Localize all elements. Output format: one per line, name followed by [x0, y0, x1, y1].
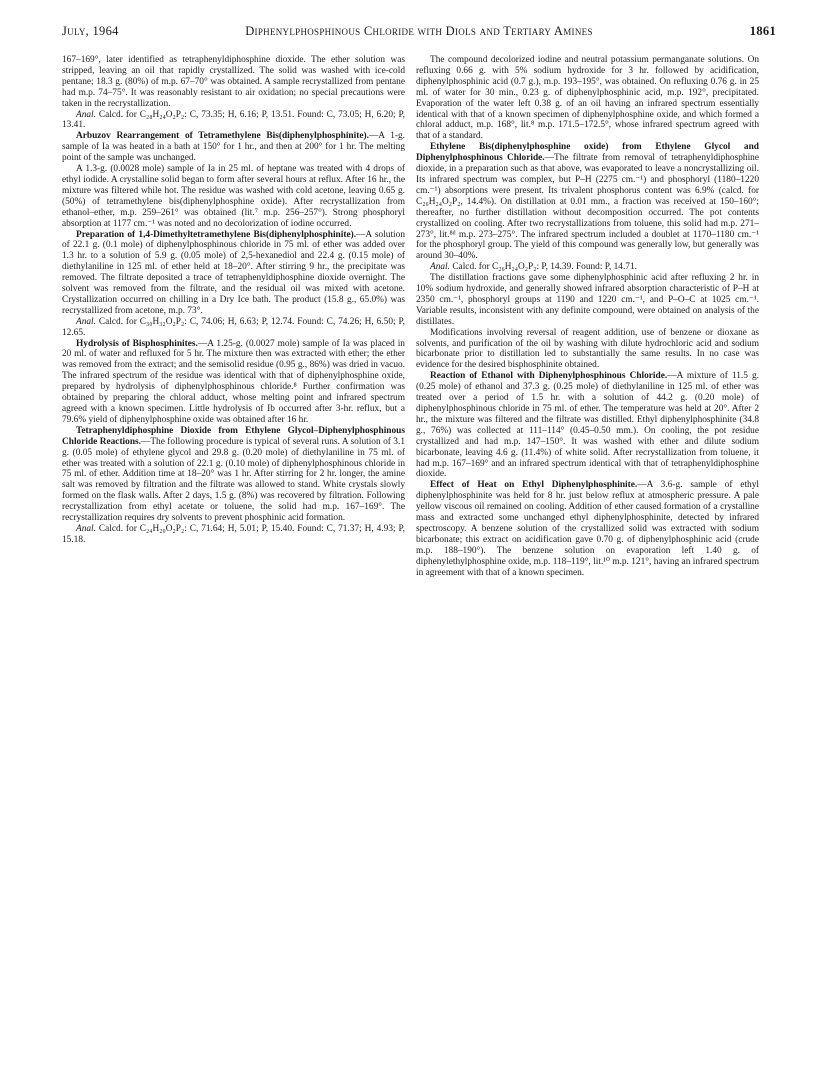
section-heading: Reaction of Ethanol with Diphenylphosphinous Chloride. — [430, 371, 668, 382]
paragraph-text: —A 1.25-g. (0.0027 mole) sample of Ia was placed in 20 ml. of water and refluxed for 5 hr. The mixture then was extracted with ether; the ether was removed from the extract; and the semisolid residue (0.95 g., 86%) was dried in vacuo. The infrared spectrum of the residue was identical with that of diphenylphosphine oxide, prepared by hydrolysis of diphenylphosphinous chloride.⁸ Further confirmation was obtained by preparing the chloral adduct, whose melting point and infrared spectrum agreed with a known specimen. Little hydrolysis of Ib occurred after 3-hr. reflux, but a 79.6% yield of diphenylphosphine oxide was obtained after 16 hr. — [62, 338, 405, 425]
paragraph-text: —The filtrate from removal of tetraphenyldiphosphine dioxide, in a preparation such as that above, was evaporated to leave a noncrystallizing oil. Its infrared spectrum was complex, but P–H (2275 cm.⁻¹) and phosphoryl (1180–1220 cm.⁻¹) absorptions were present. Its trivalent phosphorus content was 6.9% (calcd. for C₂₆H₂₄O₂P₂, 14.4%). On distillation at 0.01 mm., a fraction was received at 150–160°; thereafter, no further distillation without decomposition occurred. The pot contents crystallized on cooling. After two recrystallizations from toluene, this solid had m.p. 271–273°, lit.⁸ᵈ m.p. 273–275°. The infrared spectrum included a doublet at 1170–1180 cm.⁻¹ for the phosphoryl group. The yield of this compound was generally low, but generally was around 30–40%. — [416, 153, 759, 262]
header-title: Diphenylphosphinous Chloride with Diols and Tertiary Amines — [245, 24, 593, 38]
paragraph — [62, 131, 405, 164]
paragraph-text: The compound decolorized iodine and neutral potassium permanganate solutions. On refluxing 0.66 g. with 5% sodium hydroxide for 3 hr. followed by acidification, diphenylphosphinic acid (0.7 g.), m.p. 193–195°, was obtained. On refluxing 0.76 g. in 25 ml. of water for 30 min., 0.23 g. of diphenylphosphinic acid, m.p. 192°, precipitated. Evaporation of the water left 0.38 g. of an oil having an infrared spectrum essentially identical with that of a known specimen of diphenylphosphine oxide, and which formed a chloral adduct, m.p. 168°, lit.⁸ m.p. 171.5–172.5°, whose infrared spectrum agreed with that of a standard. — [416, 55, 759, 142]
header-date: July, 1964 — [62, 24, 119, 38]
paragraph-text: Calcd. for C₃₀H₃₂O₂P₂: C, 74.06; H, 6.63; P, 12.74. Found: C, 74.26; H, 6.50; P, 12.65. — [62, 316, 405, 338]
analysis-label: Anal. — [76, 316, 96, 327]
page-number: 1861 — [749, 24, 776, 38]
analysis-label: Anal. — [430, 262, 450, 273]
paragraph — [62, 110, 405, 132]
section-heading: Effect of Heat on Ethyl Diphenylphosphinite. — [430, 480, 638, 491]
paragraph — [62, 524, 405, 546]
right-column — [416, 55, 759, 579]
paragraph — [416, 328, 759, 372]
section-heading: Preparation of 1,4-Dimethyltetramethylene Bis(diphenylphosphinite). — [76, 229, 357, 240]
paragraph — [62, 230, 405, 317]
paragraph — [416, 142, 759, 262]
section-heading: Tetraphenyldiphosphine Dioxide from Ethylene Glycol–Diphenylphosphinous Chloride Reactions. — [62, 425, 405, 447]
paragraph — [62, 55, 405, 110]
analysis-label: Anal. — [76, 523, 96, 534]
paragraph-text: Calcd. for C₂₈H₂₄O₂P₂: C, 73.35; H, 6.16; P, 13.51. Found: C, 73.05; H, 6.20; P, 13.41. — [62, 109, 405, 131]
paragraph — [62, 317, 405, 339]
running-header — [62, 24, 776, 44]
section-heading: Arbuzov Rearrangement of Tetramethylene Bis(diphenylphosphinite). — [76, 131, 369, 142]
paragraph — [416, 262, 759, 273]
paragraph — [416, 371, 759, 480]
paragraph — [62, 339, 405, 426]
paragraph-text: A 1.3-g. (0.0028 mole) sample of Ia in 25 ml. of heptane was treated with 4 drops of ethyl iodide. A crystalline solid began to form after several hours at reflux. After 16 hr., the mixture was filtered while hot. The residue was washed with cold acetone, leaving 0.65 g. (50%) of tetramethylene bis(diphenylphosphine oxide). After recrystallization from ethanol–ether, m.p. 259–261° was obtained (lit.⁷ m.p. 256–257°). Strong phosphoryl absorption at 1177 cm.⁻¹ was noted and no decolorization of iodine occurred. — [62, 164, 405, 229]
paragraph — [62, 164, 405, 229]
analysis-label: Anal. — [76, 109, 96, 120]
left-column — [62, 55, 405, 546]
paragraph-text: —A mixture of 11.5 g. (0.25 mole) of ethanol and 37.3 g. (0.25 mole) of diethylaniline in 125 ml. of ether was treated over a period of 1.5 hr. with a solution of 44.2 g. (0.20 mole) of diphenylphosphinous chloride in 75 ml. of ether. The temperature was held at 20°. After 2 hr., the mixture was filtered and the filtrate was distilled. Ethyl diphenylphosphinite (34.8 g., 76%) was collected at 111–114° (0.45–0.50 mm.). On cooling, the pot residue crystallized and had m.p. 147–150°. It was washed with ether and dilute sodium bicarbonate, leaving 4.6 g. (11.4%) of white solid. After recrystallization from toluene, it had m.p. 167–169° and an infrared spectrum identical with that of tetraphenyldiphosphine dioxide. — [416, 371, 759, 480]
paragraph — [416, 55, 759, 142]
paragraph-text: —A 1-g. sample of Ia was heated in a bath at 150° for 1 hr., and then at 200° for 1 hr. The melting point of the sample was unchanged. — [62, 131, 405, 164]
paragraph — [416, 480, 759, 578]
section-heading: Hydrolysis of Bisphosphinites. — [76, 338, 198, 349]
paragraph-text: Modifications involving reversal of reagent addition, use of benzene or dioxane as solvents, and purification of the oil by washing with dilute hydrochloric acid and sodium bicarbonate prior to distillation led to substantially the same results. In no case was evidence for the desired bisphosphinite obtained. — [416, 327, 759, 371]
paragraph-text: 167–169°, later identified as tetraphenyldiphosphine dioxide. The ether solution was stripped, leaving an oil that rapidly crystallized. The solid was washed with ice-cold pentane; 18.3 g. (80%) of m.p. 67–70° was obtained. A sample recrystallized from pentane had m.p. 74–75°. It was reasonably resistant to air oxidation; no special precautions were taken in the recrystallization. — [62, 55, 405, 109]
paragraph-text: Calcd. for C₂₆H₂₄O₂P₂: P, 14.39. Found: P, 14.71. — [449, 262, 637, 273]
paragraph-text: Calcd. for C₂₄H₂₀O₂P₂: C, 71.64; H, 5.01; P, 15.40. Found: C, 71.37; H, 4.93; P, 15.18. — [62, 523, 405, 545]
section-heading: Ethylene Bis(diphenylphosphine oxide) from Ethylene Glycol and Diphenylphosphinous Chloride. — [416, 142, 759, 164]
paragraph-text: —The following procedure is typical of several runs. A solution of 3.1 g. (0.05 mole) of ethylene glycol and 29.8 g. (0.20 mole) of diethylaniline in 75 ml. of ether was treated with a solution of 22.1 g. (0.10 mole) of diphenylphosphinous chloride in 75 ml. of ether. Addition time at 18–20° was 1 hr. After stirring for 2 hr. longer, the amine salt was removed by filtration and the filtrate was allowed to stand. White crystals slowly formed on the flask walls. After 2 days, 1.5 g. (8%) was recovered by filtration. Following recrystallization from ethyl acetate or toluene, the solid had m.p. 167–169°. The recrystallization requires dry solvents to prevent phosphinic acid formation. — [62, 436, 405, 524]
paragraph — [416, 273, 759, 328]
paragraph-text: —A 3.6-g. sample of ethyl diphenylphosphinite was held for 8 hr. just below reflux at atmospheric pressure. A pale yellow viscous oil remained on cooling. Addition of ether caused formation of a crystalline mass and extracted some unchanged ethyl diphenylphosphinite, detected by infrared spectroscopy. A benzene solution of the crystallized solid was extracted with sodium bicarbonate; this extract on acidification gave 0.70 g. of diphenylphosphinic acid (crude m.p. 188–190°). The benzene solution on evaporation left 1.40 g. of diphenylethylphosphine oxide, m.p. 118–119°, lit.¹⁰ m.p. 121°, having an infrared spectrum in agreement with that of a known specimen. — [416, 480, 759, 578]
paragraph-text: The distillation fractions gave some diphenylphosphinic acid after refluxing 2 hr. in 10% sodium hydroxide, and generally showed infrared absorption characteristic of P–H at 2350 cm.⁻¹, phosphoryl groups at 1190 and 1220 cm.⁻¹, and P–O–C at 1025 cm.⁻¹. Variable results, inconsistent with any definite compound, were obtained on analysis of the distillates. — [416, 273, 759, 327]
paragraph-text: —A solution of 22.1 g. (0.1 mole) of diphenylphosphinous chloride in 75 ml. of ether was added over 1.3 hr. to a solution of 5.9 g. (0.05 mole) of 2,5-hexanediol and 22.4 g. (0.15 mole) of diethylaniline in 125 ml. of ether held at 18–20°. After stirring 9 hr., the precipitate was removed. The filtrate deposited a trace of tetraphenyldiphosphine dioxide overnight. The solvent was removed from the filtrate, and the residual oil was mixed with acetone. Crystallization occurred on chilling in a Dry Ice bath. The product (15.8 g., 65.0%) was recrystallized from acetone, m.p. 73°. — [62, 229, 405, 316]
paragraph — [62, 426, 405, 524]
